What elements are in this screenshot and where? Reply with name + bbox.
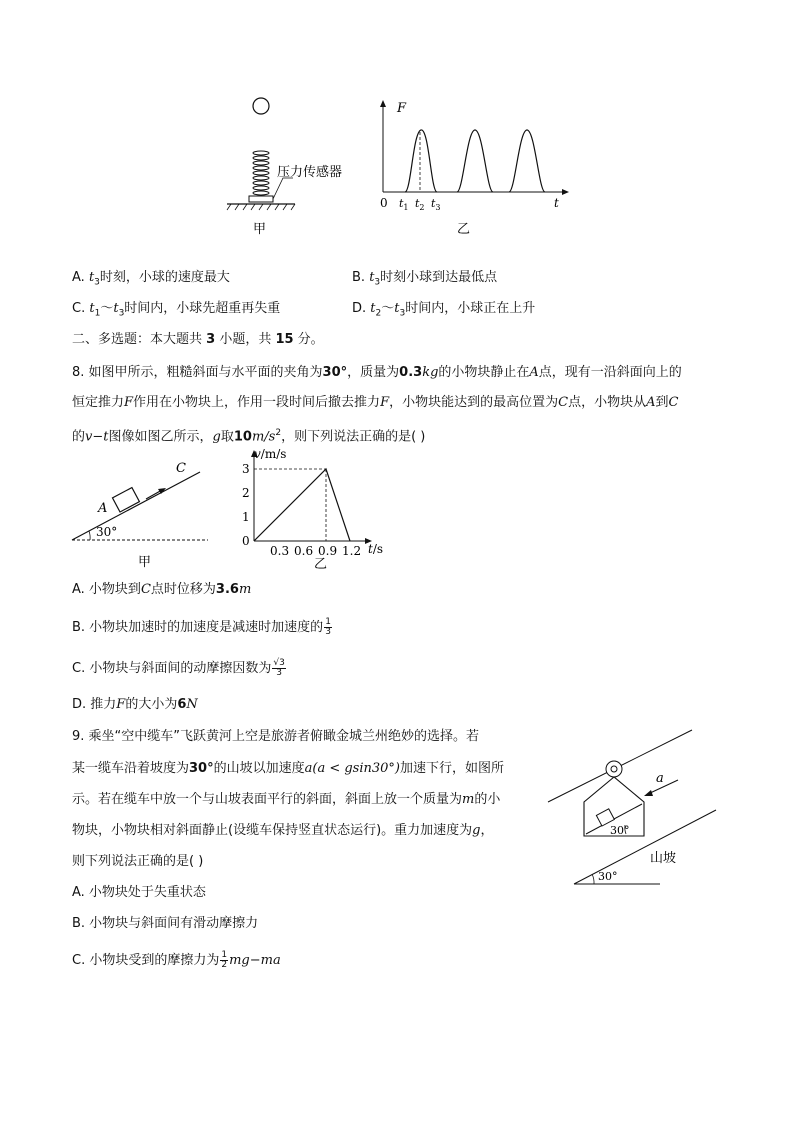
q9-option-c: C. 小物块受到的摩擦力为 $\frac{1}{2}$ mg−ma	[72, 950, 281, 970]
tick-t2: $t_2$	[415, 197, 425, 212]
q9-stem-line-2: 某一缆车沿着坡度为30°的山坡以加速度a(a < gsin30°)加速下行，如图所	[72, 761, 505, 776]
q8-option-a: A. 小物块到C点时位移为3.6m	[72, 582, 252, 597]
vt-series-line	[254, 469, 350, 541]
ball-shape	[253, 98, 269, 114]
q7-option-a: A. $t_3$时刻，小球的速度最大	[72, 270, 230, 288]
vt-y-axis-label: v/m/s	[254, 447, 287, 461]
fig7-right-caption: 乙	[457, 222, 471, 237]
q9-stem-line-4: 物块，小物块相对斜面静止(设缆车保持竖直状态运行)。重力加速度为g，	[72, 823, 494, 838]
vt-x-tick-label: 0.6	[294, 544, 314, 558]
vt-x-tick-label: 1.2	[342, 544, 362, 558]
tick-t1: $t_1$	[399, 197, 409, 212]
q9-stem-line-5: 则下列说法正确的是( )	[72, 854, 204, 869]
point-c-label: C	[176, 461, 186, 476]
section-heading: 二、多选题：本大题共 3 小题，共 15 分。	[72, 332, 324, 347]
q7-option-d: D. $t_2\sim t_3$时间内，小球正在上升	[352, 301, 536, 319]
q8-incline-figure	[68, 452, 213, 574]
vt-y-tick-label: 2	[242, 486, 250, 500]
acceleration-label: a	[656, 771, 664, 786]
tick-t3: $t_3$	[431, 197, 441, 212]
f-axis-label: F	[397, 101, 407, 116]
point-a-label: A	[98, 501, 108, 516]
pressure-sensor-shape	[249, 196, 273, 202]
block-shape	[112, 488, 139, 512]
q8-stem-line-2: 恒定推力F作用在小物块上，作用一段时间后撤去推力F，小物块能达到的最高位置为C点，小物块从A到C	[72, 395, 679, 410]
vt-y-tick-label: 0	[242, 534, 250, 548]
fig8-left-caption: 甲	[138, 555, 152, 570]
spring-shape	[253, 151, 269, 195]
slope-angle-label: 30°	[598, 870, 618, 883]
fraction-one-half: $\frac{1}{2}$	[221, 950, 228, 970]
fraction-root3-over-3: $\frac{√3}{3}$	[273, 658, 285, 678]
force-pulse-1	[405, 130, 437, 192]
vt-y-tick-label: 3	[242, 462, 250, 476]
q8-vt-chart	[232, 446, 402, 574]
q9-cable-car-figure	[540, 722, 720, 892]
fraction-one-third: $\frac{1}{3}$	[325, 617, 331, 637]
f-t-graph	[380, 100, 569, 237]
q7-option-c: C. $t_1\sim t_3$时间内，小球先超重再失重	[72, 301, 281, 319]
inner-angle-label: 30°	[610, 824, 630, 837]
q9-option-b: B. 小物块与斜面间有滑动摩擦力	[72, 916, 259, 931]
incline-surface	[72, 472, 200, 540]
vt-y-tick-label: 1	[242, 510, 250, 524]
fig7-left-caption: 甲	[253, 222, 267, 237]
fig8-right-caption: 乙	[314, 557, 328, 572]
force-pulse-3	[509, 130, 545, 192]
q8-option-b: B. 小物块加速时的加速度是减速时加速度的 $\frac{1}{3}$	[72, 617, 331, 637]
pulley-outer	[606, 761, 622, 777]
slope-label: 山坡	[650, 851, 677, 866]
force-pulse-2	[457, 130, 493, 192]
q9-option-a: A. 小物块处于失重状态	[72, 885, 206, 900]
q8-option-c: C. 小物块与斜面间的动摩擦因数为 $\frac{√3}{3}$	[72, 658, 285, 678]
origin-label: 0	[380, 196, 388, 210]
pressure-sensor-label: 压力传感器	[277, 165, 343, 180]
q9-stem-line-3: 示。若在缆车中放一个与山坡表面平行的斜面，斜面上放一个质量为m的小	[72, 792, 501, 807]
vt-x-tick-label: 0.3	[270, 544, 290, 558]
q9-stem-line-1: 9. 乘坐“空中缆车”飞跃黄河上空是旅游者俯瞰金城兰州绝妙的选择。若	[72, 729, 480, 744]
t-axis-label: t	[554, 196, 559, 210]
vt-x-axis-label: t/s	[368, 542, 384, 556]
vt-x-tick-label: 0.9	[318, 544, 338, 558]
q8-stem-line-1: 8. 如图甲所示，粗糙斜面与水平面的夹角为30°，质量为0.3kg的小物块静止在A点，现有一沿斜面向上的	[72, 365, 682, 380]
q8-stem-line-3: 的v−t图像如图乙所示，g取$10m/s^2$，则下列说法正确的是( )	[72, 428, 426, 445]
q8-option-d: D. 推力F的大小为6N	[72, 697, 198, 712]
q7-option-b: B. $t_3$时刻小球到达最低点	[352, 270, 498, 288]
incline-angle-label: 30°	[96, 525, 118, 539]
q7-figure	[215, 92, 575, 242]
